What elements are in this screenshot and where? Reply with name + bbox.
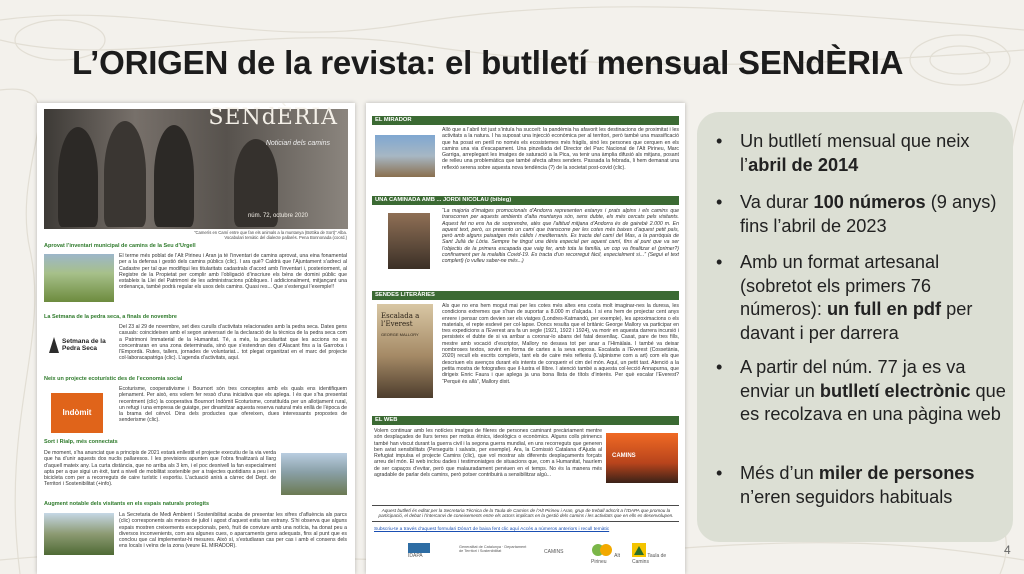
newsletter-back-page <box>366 103 685 574</box>
section-bar-caminada: UNA CAMINADA AMB ... JORDI NICOLAU (bibleg) <box>372 196 679 205</box>
section-bar-mirador: EL MIRADOR <box>372 116 679 125</box>
masthead-title: SENdÈRIA <box>208 105 338 130</box>
section-text: Volem continuar amb les notícies imatges de fileres de persones caminant precàriament mentre són desplaçades de llurs terres per motius ètnics, ideològics o econòmics. Alguns colls pirinencs també han viscut durant la guerra civil i la segona guerra mundial, en uns recorreguts que generen ben aviat sensibilitats (Perseguits i salvats, per exemple). Ara, la Comissió Catalana d’Ajuda al Refugiat impulsa el projecte Camins (clic), que vol mostrar als diferents desplaçaments forçats arreu del món. El web inclou dades i testimoniatges de situacions que, com a Humanitat, hauríem de ser capaços d’evitar, però que malauradament perviuen en el temps. No és la manera més agradable de parlar dels camins, però potser contribuirà a sensibilitzar algú... <box>374 428 602 479</box>
book-author: GEORGE MALLORY <box>381 332 419 337</box>
fields-photo <box>44 254 114 302</box>
footer-note: Aquest butlletí és editat per la Secretaria Tècnica de la Taula de Camins de l’Alt Pirineu i Aran, grup de treball adscrit a l’IDAPA que promou la participació, el debat i l’intercanvi de coneixements entre els actors implicats en la gestió dels camins i les activitats que en ells es desenvolupen. <box>378 508 674 519</box>
divider <box>372 521 679 522</box>
book-cover <box>377 304 433 398</box>
setmana-pedra-seca-logo <box>47 335 112 357</box>
camins-logo: CAMINS <box>544 549 564 555</box>
section-title: Sort i Rialp, més connectats <box>44 439 118 445</box>
section-title: Aprovat l’inventari municipal de camins de la Seu d’Urgell <box>44 243 196 249</box>
masthead-banner <box>44 105 348 229</box>
section-text: Ecoturisme, cooperativisme i Bournort són tres conceptes amb els quals ens identifiquem plenament. Per això, ens volem fer ressò d’una iniciativa que els aplega. I és que s’ha presentat recentment (clic) la cooperativa Bournort Indòmit Ecoturisme, constituïda per un allotjament rural, un refugi i una empresa de guiatge, per dinamitzar aquesta reserva natural més enllà de l’època de la brama del cérvol. Dins dels productes que ofereixen, dues interessants propostes de senderisme (clic). <box>119 386 347 424</box>
section-title: Augment notable dels visitants en els espais naturals protegits <box>44 501 210 507</box>
portrait-photo <box>388 213 430 269</box>
section-bar-sendes: SENDES LITERÀRIES <box>372 291 679 300</box>
subscribe-line[interactable]: Subscriu-te a través d’aquest formulari Dóna’t de baixa fent clic aquí Accés a números anteriors i recull temàtic <box>374 527 610 532</box>
section-bar-web: EL WEB <box>372 416 679 425</box>
newsletter-front-page <box>37 103 355 574</box>
divider <box>372 505 679 506</box>
section-text: Als que no ens hem mogut mai per les cotes més altes ens costa molt imaginar-nes la duresa, les condicions extremes que s’han de suportar a 8.000 m d’alçada. I si ens hem de projectar cent anys enrere i pensar com devien ser els viatges (Londres-Katmandú, per exemple), les aproximacions o els materials, el repte esdevé per col·lapse. Doncs resulta que el britànic George Mallory va participar en tres expedicions a l’Everest ara fa un segle (1921, 1922 i 1924), va morir en aquesta darrera incursió i persisteix el dubte de si va arribar a coronar-lo abans del fatal desenllaç. Casat, pare de tres fills, mestre amb vocació d’escriptor, Mallory no desava tot per anar a l’Himàlaia. I també va deixar nombroses textos, sovint en forma de cartes a la seva esposa. Escalada a l’Everest (Cossetània, 2020) recull els escrits complets, tant els de caire més reflexiu (L’alpinisme com a art) com els que descriuen els avenços durant els intents de conquerir el cim del món. Aquí, un petit tast. Atenció a la petita mostra de fotografies que il·lustra el llibre. I atenció també a aquesta col·lecció Annapurna, que dirigeix Enric Faura i que aplega ja una bona llista de títols d’interès. Per què escalar l’Everest? “Perquè és allà”, Mallory dixit. <box>442 303 679 385</box>
section-text: De moment, s’ha anunciat que a principis de 2021 estarà enllestit el projecte executiu de la via verda que ha d’unir aquests dos nuclis pallaresos. I les previsions apunten que l’obra finalitzarà al llarg d’aquell mateix any. La curta distància, que no arriba als 3 km, i el poc desnivell la fan especialment apta per a que sigui un èxit, tant a nivell de mobilitat sostenible per a trajectes quotidians a peu i en bicicleta com per a recorreguts de caire turístic i esportiu. L’actuació anirà a càrrec del Dept. de Territori i Sostenibilitat (+info). <box>44 450 276 488</box>
park-visitors-photo <box>44 513 114 555</box>
section-text: “La majoria d’imatges promocionals d’Andorra representen estanys i prats alpins i els camins que transcorren per aquests ambients d’alta muntanya són, sens dubte, els més cercats pels visitants. Aquest fet no ens ha de sorprendre, atès que l’altitud mitjana d’Andorra és de gairebé 2.000 m. En aquest text, però, us presento un camí que transcorre per les cotes més baixes d’aquest petit país, però amb alguns paisatges més càlids i mediterranis. Es tracta del camí del Mas, a la parròquia de Sant Julià de Lòria. Sempre he tingut una dèria especial per aquest camí, fins al punt que va ser l’objectiu de la primera escapada que vaig fer, amb tota la família, un cop va finalitzar el (primer?) confinament per la malaltia Covid-19. Es tracta d’un recorregut fàcil, especialment si...” (Segui el text complert) (o vulleu saber-ne més...) <box>442 208 679 265</box>
slide-title: L’ORIGEN de la revista: el butlletí mensual SENdÈRIA <box>72 44 904 81</box>
section-title: La Setmana de la pedra seca, a finals de novembre <box>44 314 177 320</box>
section-text: La Secretaria de Medi Ambient i Sostenibilitat acaba de presentar les xifres d’afluència als parcs (clic) corresponents als mesos de juliol i agost d’aquest estiu tan estrany. S’hi observa que alguns espais mostren creixements excepcionals, però, fruit de conviure amb una notícia, ha donat peu a diversos inconvenients, com ara algunes cues, o aparcaments gens adequats, fins al punt que es conclou que cal implementar-hi mesures. Això sí, s’estudiaran cas per cas i amb el consens dels ens locals i veïns de la zona (veure EL MIRADOR). <box>119 512 347 550</box>
slide-page-number: 4 <box>1004 543 1011 557</box>
masthead-subtitle: Noticiari dels camins <box>265 140 330 147</box>
section-title: Neix un projecte ecoturístic des de l’economia social <box>44 376 183 382</box>
section-text: El terme més poblat de l’Alt Pirineu i Aran ja té l’inventari de camins aprovat, una eina fonamental per a la defensa i gestió dels camins públics (clic). I ara què? Caldrà que l’Ajuntament s’adreci al Cadastre per tal que modifiqui les titularitats cadastrals d’acord amb l’inventari i, posteriorment, al Registre de la Propietat per complir amb l’obligació d’inscriure els béns de domini públic que estableix la Llei del Patrimoni de les administracions públiques. I addicionalment, mitjançant una ordenança, també podrà regular els usos dels camins. Quasi res... Que s’estengui l’exemple!! <box>119 253 347 291</box>
section-text: Del 23 al 29 de novembre, set dies curulls d’activitats relacionades amb la pedra seca. Dates gens casuals: coincideixen amb el segon aniversari de la declaració de la tècnica de la pedra seca com a Patrimoni Immaterial de la Humanitat. Té, a més, la peculiaritat que les accions no es concentraran en una zona determinada, sinó que s’estendran des d’Alacant fins a la Garrotxa i l’Empordà. Rutes, tallers, jornades de voluntariat... tot plegat organitzat en el marc del projecte col·laboracapatriga (clic). L’agenda d’activitats, aquí. <box>119 324 347 362</box>
banner-caption: “Camerís en Camí entre que fan els animals a la muntanya (Bottika de Sort)” Alba. Vocabulari temàtic del dialecte pallarès. Pena Bonnonada (coord.) <box>194 230 347 240</box>
book-title: Escalada a l’Everest <box>381 312 420 328</box>
hikers-photo <box>375 135 435 177</box>
generalitat-logo: Generalitat de Catalunya · Departament de Territori i Sostenibilitat <box>459 545 527 554</box>
camins-web-image <box>606 433 678 483</box>
indomit-logo: Indòmit <box>51 393 103 433</box>
mountain-road-photo <box>281 453 347 495</box>
issue-number: núm. 72, octubre 2020 <box>247 213 308 219</box>
setmana-logo-text: Setmana de la Pedra Seca <box>62 338 106 352</box>
alt-pirineu-logo: Alt Pirineu <box>591 543 621 566</box>
idapa-logo: IDAPA <box>408 543 448 559</box>
taula-camins-logo: Taula de Camins <box>632 543 672 566</box>
camins-label: CAMINS <box>612 453 636 459</box>
section-text: Allò que a l’abril tot just s’intuïa ha succeït: la pandèmia ha afavorit les destinacions de proximitat i les activitats a la natura. I ha suposat una injecció econòmica per al territori, però també una massificació que ha posat en perill no només els ecosistemes més fràgils, sinó les persones que cerquen en els camins una via d’escapament. Una pinzellada del Director del Parc Nacional de l’Alt Pirineu, Marc Garriga, arreplegant les imatges de saturació a la Pica, va tenir una àmplia difusió als mitjans, posant de relleu una problemàtica que també afecta altres senders. Passada la febrada, li hem demanat una reflexió serena sobre aquesta nova tendència (?) de la societat post-covid (clic). <box>442 127 679 171</box>
